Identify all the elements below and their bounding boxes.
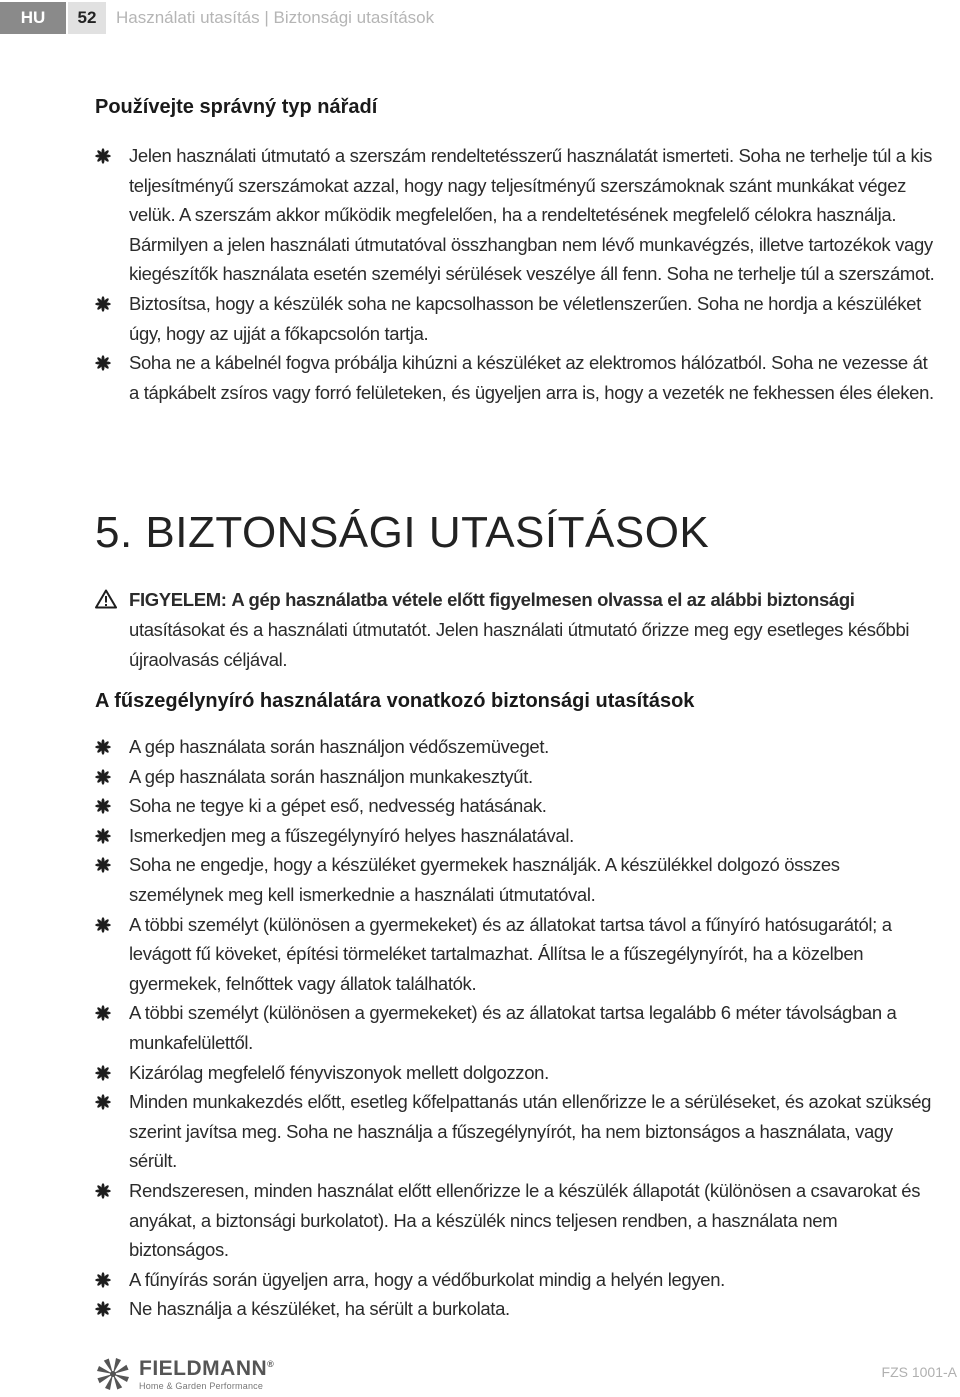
flower-bullet-icon bbox=[95, 1272, 111, 1288]
list-item bbox=[95, 348, 935, 407]
flower-bullet-icon bbox=[95, 1183, 111, 1199]
list-item-text: A többi személyt (különösen a gyermekeket) és az állatokat tartsa távol a fűnyíró hatósugarától; a levágott fű köveket, építési törmeléket tartalmazhat. Állítsa le a fűszegélynyírót, ha a közelben gyermekek, felnőttek vagy állatok találhatók. bbox=[129, 913, 892, 994]
registered-mark: ® bbox=[267, 1359, 275, 1369]
flower-bullet-icon bbox=[95, 148, 111, 164]
list-item bbox=[95, 821, 935, 851]
brand-name: FIELDMANN® bbox=[139, 1357, 275, 1380]
list-item bbox=[95, 289, 935, 348]
flower-bullet-icon bbox=[95, 355, 111, 371]
warning-triangle-icon bbox=[95, 589, 117, 609]
flower-bullet-icon bbox=[95, 769, 111, 785]
list-item-text: Kizárólag megfelelő fényviszonyok mellett dolgozzon. bbox=[129, 1061, 549, 1083]
page-header bbox=[0, 0, 960, 36]
flower-bullet-icon bbox=[95, 828, 111, 844]
list-item bbox=[95, 998, 935, 1057]
flower-bullet-icon bbox=[95, 1065, 111, 1081]
list-item bbox=[95, 910, 935, 999]
list-item bbox=[95, 1176, 935, 1265]
list-item bbox=[95, 850, 935, 909]
warning-bold-text: A gép használatba vétele előtt figyelmesen olvassa el az alábbi biztonsági bbox=[231, 589, 855, 610]
flower-bullet-icon bbox=[95, 739, 111, 755]
brand-tagline: Home & Garden Performance bbox=[139, 1381, 264, 1391]
model-code: FZS 1001-A bbox=[881, 1364, 957, 1380]
warning-block bbox=[95, 585, 935, 675]
header-title: Használati utasítás | Biztonsági utasítások bbox=[116, 8, 435, 27]
trimmer-safety-list bbox=[95, 732, 935, 1324]
list-item-text: Soha ne a kábelnél fogva próbálja kihúzni a készüléket az elektromos hálózatból. Soha ne vezesse át a tápkábelt zsíros vagy forró felületeken, és ügyeljen arra is, hogy a vezeték ne fekhessen éles éleken. bbox=[129, 352, 934, 403]
flower-bullet-icon bbox=[95, 857, 111, 873]
flower-bullet-icon bbox=[95, 917, 111, 933]
warning-text: utasításokat és a használati útmutatót. Jelen használati útmutató őrizze meg egy esetleges későbbi újraolvasás céljával. bbox=[129, 619, 910, 670]
flower-bullet-icon bbox=[95, 1005, 111, 1021]
list-item bbox=[95, 732, 935, 762]
list-item-text: A fűnyírás során ügyeljen arra, hogy a védőburkolat mindig a helyén legyen. bbox=[129, 1268, 725, 1290]
list-item-text: A gép használata során használjon védőszemüveget. bbox=[129, 736, 549, 757]
list-item-text: Rendszeresen, minden használat előtt ellenőrizze le a készülék állapotát (különösen a csavarokat és anyákat, a biztonsági burkolatot). Ha a készülék nincs teljesen rendben, a használata nem biztonságos. bbox=[129, 1179, 921, 1261]
warning-label: FIGYELEM: bbox=[129, 589, 227, 610]
list-item-text: Soha ne engedje, hogy a készüléket gyermekek használják. A készülékkel dolgozó összes személynek meg kell ismerkednie a használati útmutatóval. bbox=[129, 854, 840, 905]
list-item bbox=[95, 1087, 935, 1176]
section-title: 5. BIZTONSÁGI UTASÍTÁSOK bbox=[95, 508, 710, 557]
list-item-text: Soha ne tegye ki a gépet eső, nedvesség hatásának. bbox=[129, 795, 547, 817]
list-item bbox=[95, 141, 935, 289]
flower-bullet-icon bbox=[95, 1301, 111, 1317]
tools-list bbox=[95, 141, 935, 407]
list-item-text: Minden munkakezdés előtt, esetleg kőfelpattanás után ellenőrizze le a sérüléseket, és azokat szükség szerint javítsa meg. Soha ne használja a fűszegélynyírót, ha nem biztonságos a használata, vagy sérült. bbox=[129, 1091, 932, 1172]
list-item bbox=[95, 1294, 935, 1324]
list-item-text: Ismerkedjen meg a fűszegélynyíró helyes használatával. bbox=[129, 824, 574, 846]
flower-bullet-icon bbox=[95, 1094, 111, 1110]
fieldmann-logo-icon bbox=[95, 1356, 131, 1392]
list-item bbox=[95, 791, 935, 821]
list-item-text: A gép használata során használjon munkakesztyűt. bbox=[129, 765, 533, 787]
list-item-text: Biztosítsa, hogy a készülék soha ne kapcsolhasson be véletlenszerűen. Soha ne hordja a készüléket úgy, hogy az ujját a főkapcsolón tartja. bbox=[129, 292, 921, 344]
language-badge: HU bbox=[0, 2, 66, 34]
section-heading-trimmer: A fűszegélynyíró használatára vonatkozó biztonsági utasítások bbox=[95, 690, 695, 712]
list-item bbox=[95, 762, 935, 792]
list-item bbox=[95, 1265, 935, 1295]
list-item-text: Ne használja a készüléket, ha sérült a burkolata. bbox=[129, 1298, 510, 1320]
page-number: 52 bbox=[68, 2, 106, 34]
flower-bullet-icon bbox=[95, 798, 111, 814]
list-item-text: Jelen használati útmutató a szerszám rendeltetésszerű használatát ismerteti. Soha ne terhelje túl a kis teljesítményű szerszámokat azzal, hogy nagy teljesítményű szerszámoknak szánt munkákat végez velük. A szerszám akkor működik megfelelően, ha a rendeltetésének megfelelő célokra használja. Bármilyen a jelen használati útmutatóval összhangban nem lévő munkavégzés, illetve tartozékok vagy kiegészítők használata esetén személyi sérülések veszélye áll fenn. Soha ne terhelje túl a szerszámot. bbox=[129, 145, 935, 285]
flower-bullet-icon bbox=[95, 296, 111, 312]
list-item-text: A többi személyt (különösen a gyermekeket) és az állatokat tartsa legalább 6 méter távolságban a munkafelülettől. bbox=[129, 1002, 897, 1053]
section-heading-tools: Používejte správný typ nářadí bbox=[95, 96, 378, 118]
list-item bbox=[95, 1058, 935, 1088]
